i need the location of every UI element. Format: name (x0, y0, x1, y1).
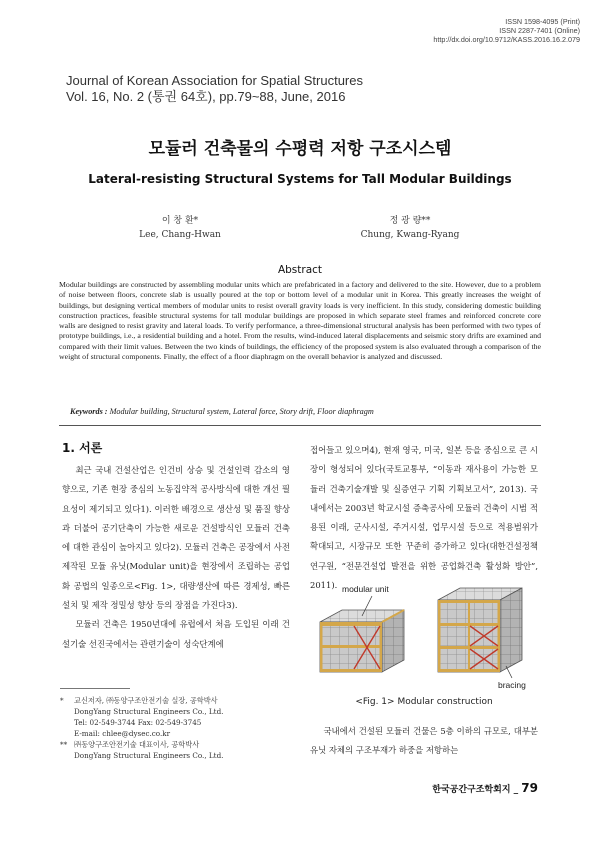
footnote-1 (60, 695, 290, 739)
assembled-building-shape (438, 588, 522, 678)
footnote-line: DongYang Structural Engineers Co., Ltd. (74, 707, 224, 716)
page-number: 79 (521, 781, 538, 795)
label-bracing: bracing (498, 680, 526, 690)
abstract-text: Modular buildings are constructed by assembling modular units which are prefabricated in a factory and delivered to the site. However, due to a problem of noise between floors, concrete slab is usually poured at the top or bottom level of a modular unit in Korea. This greatly increases the weight of buildings, but designing vertical members of modular units to resist overall gravity loads is very inefficient. In this study, considering domestic building construction practices, feasible structural systems for tall modular buildings are proposed in which separate steel frames and reinforced concrete core walls are designed to resist gravity and lateral loads. To verify performance, a three-dimensional structural analysis has been performed with two types of prototype buildings, i.e., a residential building and a hotel. From the results, wind-induced lateral displacements and seismic story drifts are examined and compared with their limit values. Between the two kinds of buildings, the efficiency of the proposed system is also evaluated through a comparison of the weight of structural components. Finally, the effect of a floor diaphragm on the overall behavior is analyzed and discussed. (59, 280, 541, 362)
right-column-continued (310, 722, 538, 761)
page-footer: 한국공간구조학회지 _ 79 (432, 781, 538, 795)
footnote-line: DongYang Structural Engineers Co., Ltd. (74, 751, 224, 760)
author-1-name-en: Lee, Chang-Hwan (139, 230, 221, 240)
figure-1 (312, 582, 538, 690)
right-column (310, 441, 538, 595)
paragraph: 모듈러 건축은 1950년대에 유럽에서 처음 도입된 이래 건설기술 선진국에서는 관련기술이 성숙단계에 (62, 619, 290, 649)
author-2-name-en: Chung, Kwang-Ryang (360, 230, 460, 240)
issn-print: ISSN 1598-4095 (Print) (505, 17, 580, 26)
section-1-heading: 1. 서론 (62, 441, 103, 455)
paper-title-ko: 모듈러 건축물의 수평력 저항 구조시스템 (148, 139, 452, 159)
footnote-email[interactable]: E-mail: chlee@dysec.co.kr (74, 729, 171, 738)
paragraph: 접어들고 있으며4), 현재 영국, 미국, 일본 등을 중심으로 큰 시장이 형성되어 있다(국토교통부, “이동과 재사용이 가능한 모듈러 건축기술개발 및 실증연구 기획 기획보고서”, 2013). 국내에서는 2003년 학교시설 증축공사에 모듈러 건축이 시범 적용된 이래, 군사시설, 주거시설, 업무시설 등으로 적용범위가 확대되고, 시장규모 또한 꾸준히 증가하고 있다(대한건설정책연구원, “전문건설업 발전을 위한 공업화건축 활성화 방안”, 2011). (310, 445, 538, 591)
footnote-2 (60, 739, 290, 761)
keywords-label: Keywords : (70, 407, 108, 416)
journal-name: Journal of Korean Association for Spatial Structures (66, 73, 363, 88)
footnote-line: Tel: 02-549-3744 Fax: 02-549-3745 (74, 718, 202, 727)
footer-journal: 한국공간구조학회지 (432, 785, 511, 795)
paragraph: 국내에서 건설된 모듈러 건물은 5층 이하의 규모로, 대부분 유닛 자체의 구조부재가 하중을 저항하는 (310, 726, 538, 756)
keywords (70, 407, 540, 416)
footnote-line: 교신저자, ㈜동양구조안전기술 실장, 공학박사 (74, 696, 218, 705)
author-2 (330, 214, 490, 242)
footnote-line: ㈜동양구조안전기술 대표이사, 공학박사 (74, 740, 200, 749)
divider (59, 425, 541, 426)
author-1-name-ko: 이 창 환* (161, 216, 199, 226)
doi-link[interactable]: http://dx.doi.org/10.9712/KASS.2016.16.2.079 (433, 35, 580, 44)
footnote-mark: * (60, 696, 64, 705)
issn-online: ISSN 2287-7401 (Online) (499, 26, 580, 35)
footnotes (60, 695, 290, 761)
keywords-text: Modular building, Structural system, Lateral force, Story drift, Floor diaphragm (109, 407, 374, 416)
journal-issue: Vol. 16, No. 2 (통권 64호), pp.79~88, June, 2016 (66, 89, 346, 104)
modular-construction-illustration (312, 582, 538, 690)
figure-caption: <Fig. 1> Modular construction (355, 697, 493, 707)
journal-info (66, 73, 363, 105)
issn-block (433, 17, 580, 44)
footnote-rule (60, 688, 130, 689)
modular-unit-shape (320, 610, 404, 672)
author-1 (100, 214, 260, 242)
author-2-name-ko: 정 광 량** (389, 216, 431, 226)
paragraph: 최근 국내 건설산업은 인건비 상승 및 건설인력 감소의 영향으로, 기존 현장 중심의 노동집약적 공사방식에 대한 개선 필요성이 제기되고 있다1). 이러한 배경으로 생산성 및 품질 향상과 더불어 공기단축이 가능한 새로운 건설방식인 모듈러 건축에 대한 관심이 높아지고 있다2). 모듈러 건축은 공장에서 사전 제작된 모듈 유닛(Modular unit)을 현장에서 조립하는 공업화 공법의 일종으로<Fig. 1>, 대량생산에 따른 경제성, 빠른 설치 및 제작 정밀성 향상 등의 장점을 가진다3). (62, 465, 290, 611)
footnote-mark: ** (60, 740, 68, 749)
left-column (62, 461, 290, 654)
label-modular-unit: modular unit (342, 584, 389, 594)
paper-title-en: Lateral-resisting Structural Systems for Tall Modular Buildings (88, 172, 512, 186)
abstract-heading: Abstract (277, 264, 323, 276)
